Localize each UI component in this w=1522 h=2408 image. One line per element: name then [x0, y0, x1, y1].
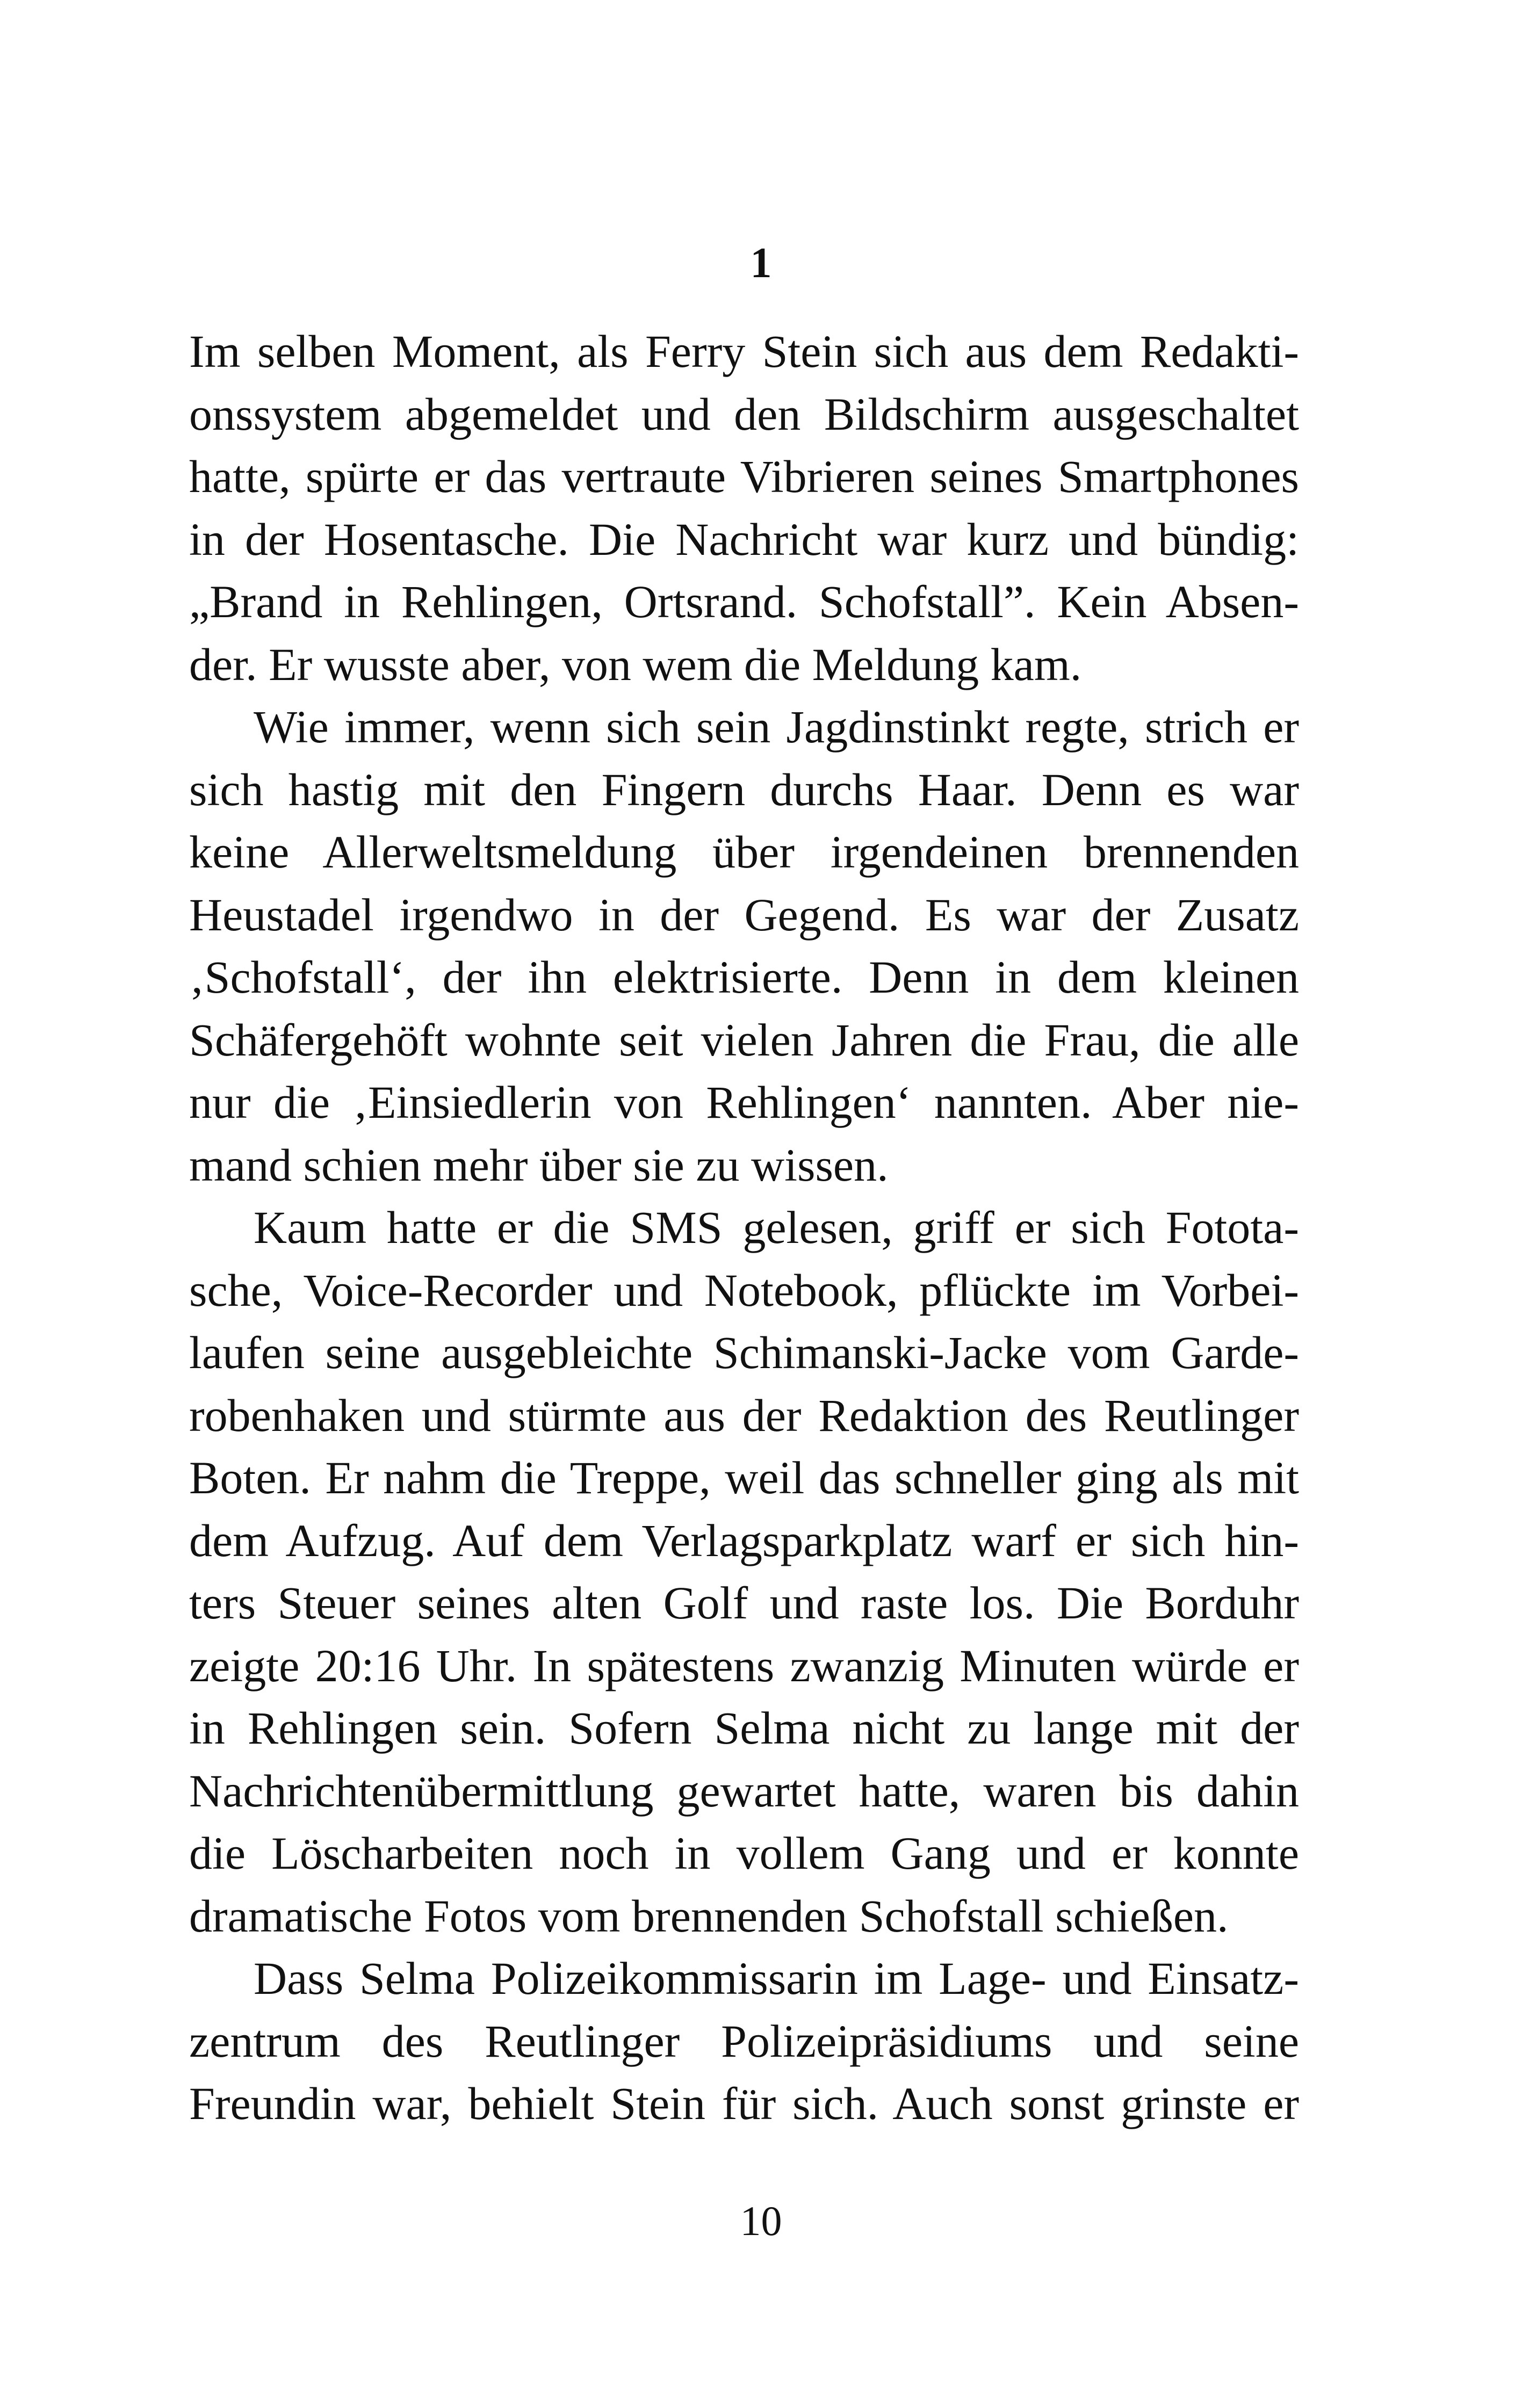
text-line: keine Allerweltsmeldung über irgendeinen brennenden [189, 826, 1299, 878]
text-line: mand schien mehr über sie zu wissen. [189, 1139, 889, 1191]
paragraph-1 [189, 320, 1299, 696]
text-line: robenhaken und stürmte aus der Redaktion des Reutlinger [189, 1389, 1299, 1441]
chapter-number: 1 [750, 240, 772, 287]
text-line: Nachrichtenübermittlung gewartet hatte, waren bis dahin [189, 1765, 1299, 1817]
text-line: nur die ‚Einsiedlerin von Rehlingen‘ nannten. Aber nie- [189, 1076, 1299, 1128]
text-line: „Brand in Rehlingen, Ortsrand. Schofstall”. Kein Absen- [189, 576, 1299, 627]
text-line: der. Er wusste aber, von wem die Meldung kam. [189, 638, 1082, 690]
text-line: Heustadel irgendwo in der Gegend. Es war der Zusatz [189, 888, 1299, 941]
text-line: Wie immer, wenn sich sein Jagdinstinkt regte, strich er [254, 701, 1299, 753]
text-line: onssystem abgemeldet und den Bildschirm ausgeschaltet [189, 388, 1299, 440]
text-line: hatte, spürte er das vertraute Vibrieren seines Smartphones [189, 451, 1299, 502]
text-line: laufen seine ausgebleichte Schimanski-Jacke vom Garde- [189, 1327, 1299, 1378]
text-line: dramatische Fotos vom brennenden Schofstall schießen. [189, 1890, 1229, 1942]
text-line: in der Hosentasche. Die Nachricht war kurz und bündig: [189, 513, 1299, 565]
text-line: zentrum des Reutlinger Polizeipräsidiums und seine [189, 2015, 1299, 2067]
text-line: sche, Voice-Recorder und Notebook, pflückte im Vorbei- [189, 1264, 1299, 1316]
text-line: zeigte 20:16 Uhr. In spätestens zwanzig Minuten würde er [189, 1639, 1299, 1691]
body-text [189, 320, 1299, 2135]
text-line: ‚Schofstall‘, der ihn elektrisierte. Denn in dem kleinen [189, 951, 1299, 1003]
text-line: in Rehlingen sein. Sofern Selma nicht zu lange mit der [189, 1702, 1299, 1754]
text-line: Dass Selma Polizeikommissarin im Lage- und Einsatz- [254, 1953, 1299, 2004]
paragraph-4 [189, 1947, 1299, 2135]
paragraph-2 [189, 696, 1299, 1196]
text-line: die Löscharbeiten noch in vollem Gang und er konnte [189, 1827, 1299, 1879]
text-line: Boten. Er nahm die Treppe, weil das schneller ging als mit [189, 1452, 1299, 1503]
text-line: Kaum hatte er die SMS gelesen, griff er sich Fotota- [254, 1202, 1299, 1253]
text-line: Schäfergehöft wohnte seit vielen Jahren die Frau, die alle [189, 1014, 1299, 1066]
text-line: sich hastig mit den Fingern durchs Haar. Denn es war [189, 763, 1299, 815]
text-line: Freundin war, behielt Stein für sich. Auch sonst grinste er [189, 2078, 1299, 2129]
text-line: dem Aufzug. Auf dem Verlagsparkplatz warf er sich hin- [189, 1514, 1299, 1566]
paragraph-3 [189, 1196, 1299, 1947]
text-line: ters Steuer seines alten Golf und raste los. Die Borduhr [189, 1577, 1299, 1629]
text-line: Im selben Moment, als Ferry Stein sich aus dem Redakti- [189, 326, 1299, 377]
page-number: 10 [740, 2197, 782, 2244]
